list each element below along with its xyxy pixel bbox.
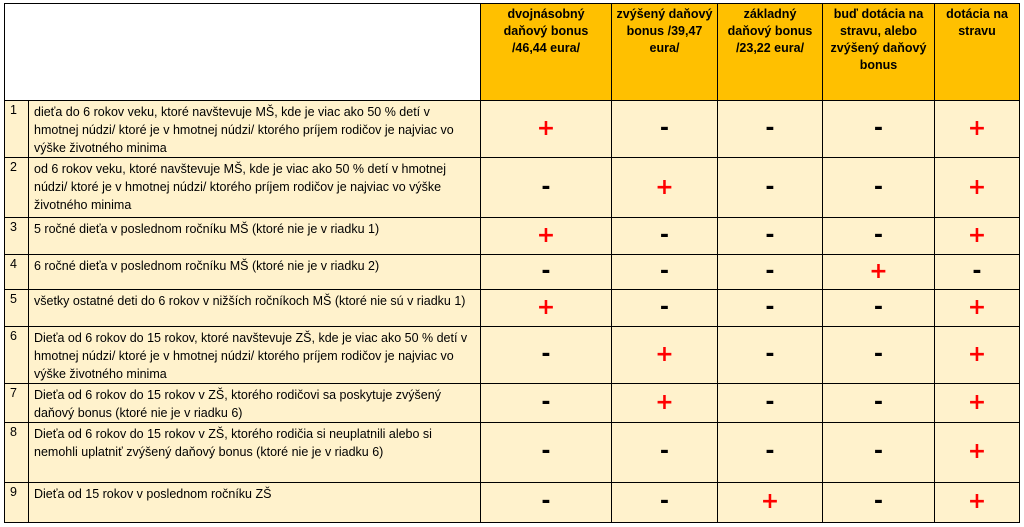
row-number: 2 <box>5 158 29 217</box>
row-number: 8 <box>5 423 29 482</box>
minus-sign: - <box>541 259 551 285</box>
minus-sign: - <box>873 341 884 367</box>
plus-sign: + <box>967 390 987 416</box>
mark-cell <box>935 423 1020 482</box>
mark-cell <box>612 383 718 422</box>
table-row <box>5 255 1020 290</box>
minus-sign: - <box>541 174 551 200</box>
minus-sign: - <box>765 294 775 320</box>
plus-sign: + <box>655 390 674 416</box>
minus-sign: - <box>765 439 775 465</box>
row-number: 7 <box>5 383 29 422</box>
row-number: 1 <box>5 101 29 158</box>
mark-cell <box>612 101 718 158</box>
mark-cell <box>718 383 823 422</box>
mark-cell <box>481 158 612 217</box>
mark-cell <box>612 482 718 522</box>
minus-sign: - <box>659 439 670 465</box>
minus-sign: - <box>765 259 775 285</box>
minus-sign: - <box>873 222 884 248</box>
row-number: 3 <box>5 217 29 254</box>
table-row <box>5 383 1020 422</box>
row-description: Dieťa od 6 rokov do 15 rokov, ktoré navštevuje ZŠ, kde je viac ako 50 % detí v hmotnej núdzi/ ktoré je v hmotnej núdzi/ ktorého príjem rodičov je najviac vo výške životného minima <box>29 326 481 383</box>
minus-sign: - <box>765 341 775 367</box>
row-number: 5 <box>5 290 29 326</box>
mark-cell <box>481 423 612 482</box>
mark-cell <box>718 326 823 383</box>
plus-sign: + <box>967 341 987 367</box>
mark-cell <box>718 217 823 254</box>
row-description: 6 ročné dieťa v poslednom ročníku MŠ (ktoré nie je v riadku 2) <box>29 255 481 290</box>
minus-sign: - <box>541 489 551 515</box>
minus-sign: - <box>765 390 775 416</box>
row-description: Dieťa od 6 rokov do 15 rokov v ZŠ, ktorého rodičia si neuplatnili alebo si nemohli uplatniť zvýšený daňový bonus (ktoré nie je v riadku 6) <box>29 423 481 482</box>
plus-sign: + <box>967 174 987 200</box>
mark-cell <box>481 101 612 158</box>
plus-sign: + <box>967 489 987 515</box>
mark-cell <box>823 383 935 422</box>
minus-sign: - <box>873 439 884 465</box>
mark-cell <box>612 158 718 217</box>
table-row <box>5 101 1020 158</box>
minus-sign: - <box>541 439 551 465</box>
row-description: od 6 rokov veku, ktoré navštevuje MŠ, kde je viac ako 50 % detí v hmotnej núdzi/ ktoré je v hmotnej núdzi/ ktorého príjem rodičov je najviac vo výške životného minima <box>29 158 481 217</box>
table-row <box>5 217 1020 254</box>
mark-cell <box>823 255 935 290</box>
mark-cell <box>481 290 612 326</box>
minus-sign: - <box>659 116 670 142</box>
mark-cell <box>612 423 718 482</box>
mark-cell <box>935 101 1020 158</box>
table-row <box>5 290 1020 326</box>
table-row <box>5 482 1020 522</box>
plus-sign: + <box>536 116 556 142</box>
minus-sign: - <box>873 116 884 142</box>
mark-cell <box>481 383 612 422</box>
plus-sign: + <box>967 222 987 248</box>
minus-sign: - <box>873 489 884 515</box>
mark-cell <box>823 101 935 158</box>
plus-sign: + <box>869 259 888 285</box>
mark-cell <box>612 326 718 383</box>
mark-cell <box>935 326 1020 383</box>
mark-cell <box>823 217 935 254</box>
row-number: 4 <box>5 255 29 290</box>
mark-cell <box>823 326 935 383</box>
benefits-table <box>4 3 1020 523</box>
row-description: Dieťa od 6 rokov do 15 rokov v ZŠ, ktorého rodičovi sa poskytuje zvýšený daňový bonus (ktoré nie je v riadku 6) <box>29 383 481 422</box>
mark-cell <box>935 217 1020 254</box>
plus-sign: + <box>536 294 556 320</box>
minus-sign: - <box>659 489 670 515</box>
minus-sign: - <box>765 174 775 200</box>
mark-cell <box>612 217 718 254</box>
mark-cell <box>481 326 612 383</box>
row-number: 9 <box>5 482 29 522</box>
minus-sign: - <box>659 259 670 285</box>
plus-sign: + <box>655 174 674 200</box>
minus-sign: - <box>541 341 551 367</box>
mark-cell <box>718 158 823 217</box>
column-header-meal-subsidy: dotácia na stravu <box>935 4 1020 101</box>
mark-cell <box>718 423 823 482</box>
mark-cell <box>935 158 1020 217</box>
mark-cell <box>481 217 612 254</box>
header-corner <box>5 4 481 101</box>
mark-cell <box>718 255 823 290</box>
mark-cell <box>823 423 935 482</box>
column-header-double-bonus: dvojnásobný daňový bonus /46,44 eura/ <box>481 4 612 101</box>
mark-cell <box>718 482 823 522</box>
mark-cell <box>935 290 1020 326</box>
mark-cell <box>935 482 1020 522</box>
plus-sign: + <box>536 222 556 248</box>
minus-sign: - <box>765 222 775 248</box>
column-header-increased-bonus: zvýšený daňový bonus /39,47 eura/ <box>612 4 718 101</box>
table-row <box>5 158 1020 217</box>
plus-sign: + <box>967 116 987 142</box>
mark-cell <box>718 101 823 158</box>
mark-cell <box>481 482 612 522</box>
minus-sign: - <box>873 174 884 200</box>
plus-sign: + <box>967 439 987 465</box>
row-description: 5 ročné dieťa v poslednom ročníku MŠ (ktoré nie je v riadku 1) <box>29 217 481 254</box>
plus-sign: + <box>967 294 987 320</box>
mark-cell <box>718 290 823 326</box>
minus-sign: - <box>873 294 884 320</box>
row-number: 6 <box>5 326 29 383</box>
minus-sign: - <box>972 259 982 285</box>
mark-cell <box>823 290 935 326</box>
mark-cell <box>935 255 1020 290</box>
table-row <box>5 326 1020 383</box>
row-description: Dieťa od 15 rokov v poslednom ročníku ZŠ <box>29 482 481 522</box>
header-row <box>5 4 1020 101</box>
mark-cell <box>823 482 935 522</box>
mark-cell <box>823 158 935 217</box>
row-description: všetky ostatné deti do 6 rokov v nižších ročníkoch MŠ (ktoré nie sú v riadku 1) <box>29 290 481 326</box>
mark-cell <box>612 290 718 326</box>
column-header-either-option: buď dotácia na stravu, alebo zvýšený daňový bonus <box>823 4 935 101</box>
minus-sign: - <box>873 390 884 416</box>
column-header-basic-bonus: základný daňový bonus /23,22 eura/ <box>718 4 823 101</box>
mark-cell <box>935 383 1020 422</box>
plus-sign: + <box>760 489 780 515</box>
minus-sign: - <box>659 294 670 320</box>
row-description: dieťa do 6 rokov veku, ktoré navštevuje MŠ, kde je viac ako 50 % detí v hmotnej núdzi/ ktoré je v hmotnej núdzi/ ktorého príjem rodičov je najviac vo výške životného minima <box>29 101 481 158</box>
plus-sign: + <box>655 341 674 367</box>
minus-sign: - <box>541 390 551 416</box>
table-row <box>5 423 1020 482</box>
minus-sign: - <box>659 222 670 248</box>
mark-cell <box>481 255 612 290</box>
minus-sign: - <box>765 116 775 142</box>
mark-cell <box>612 255 718 290</box>
